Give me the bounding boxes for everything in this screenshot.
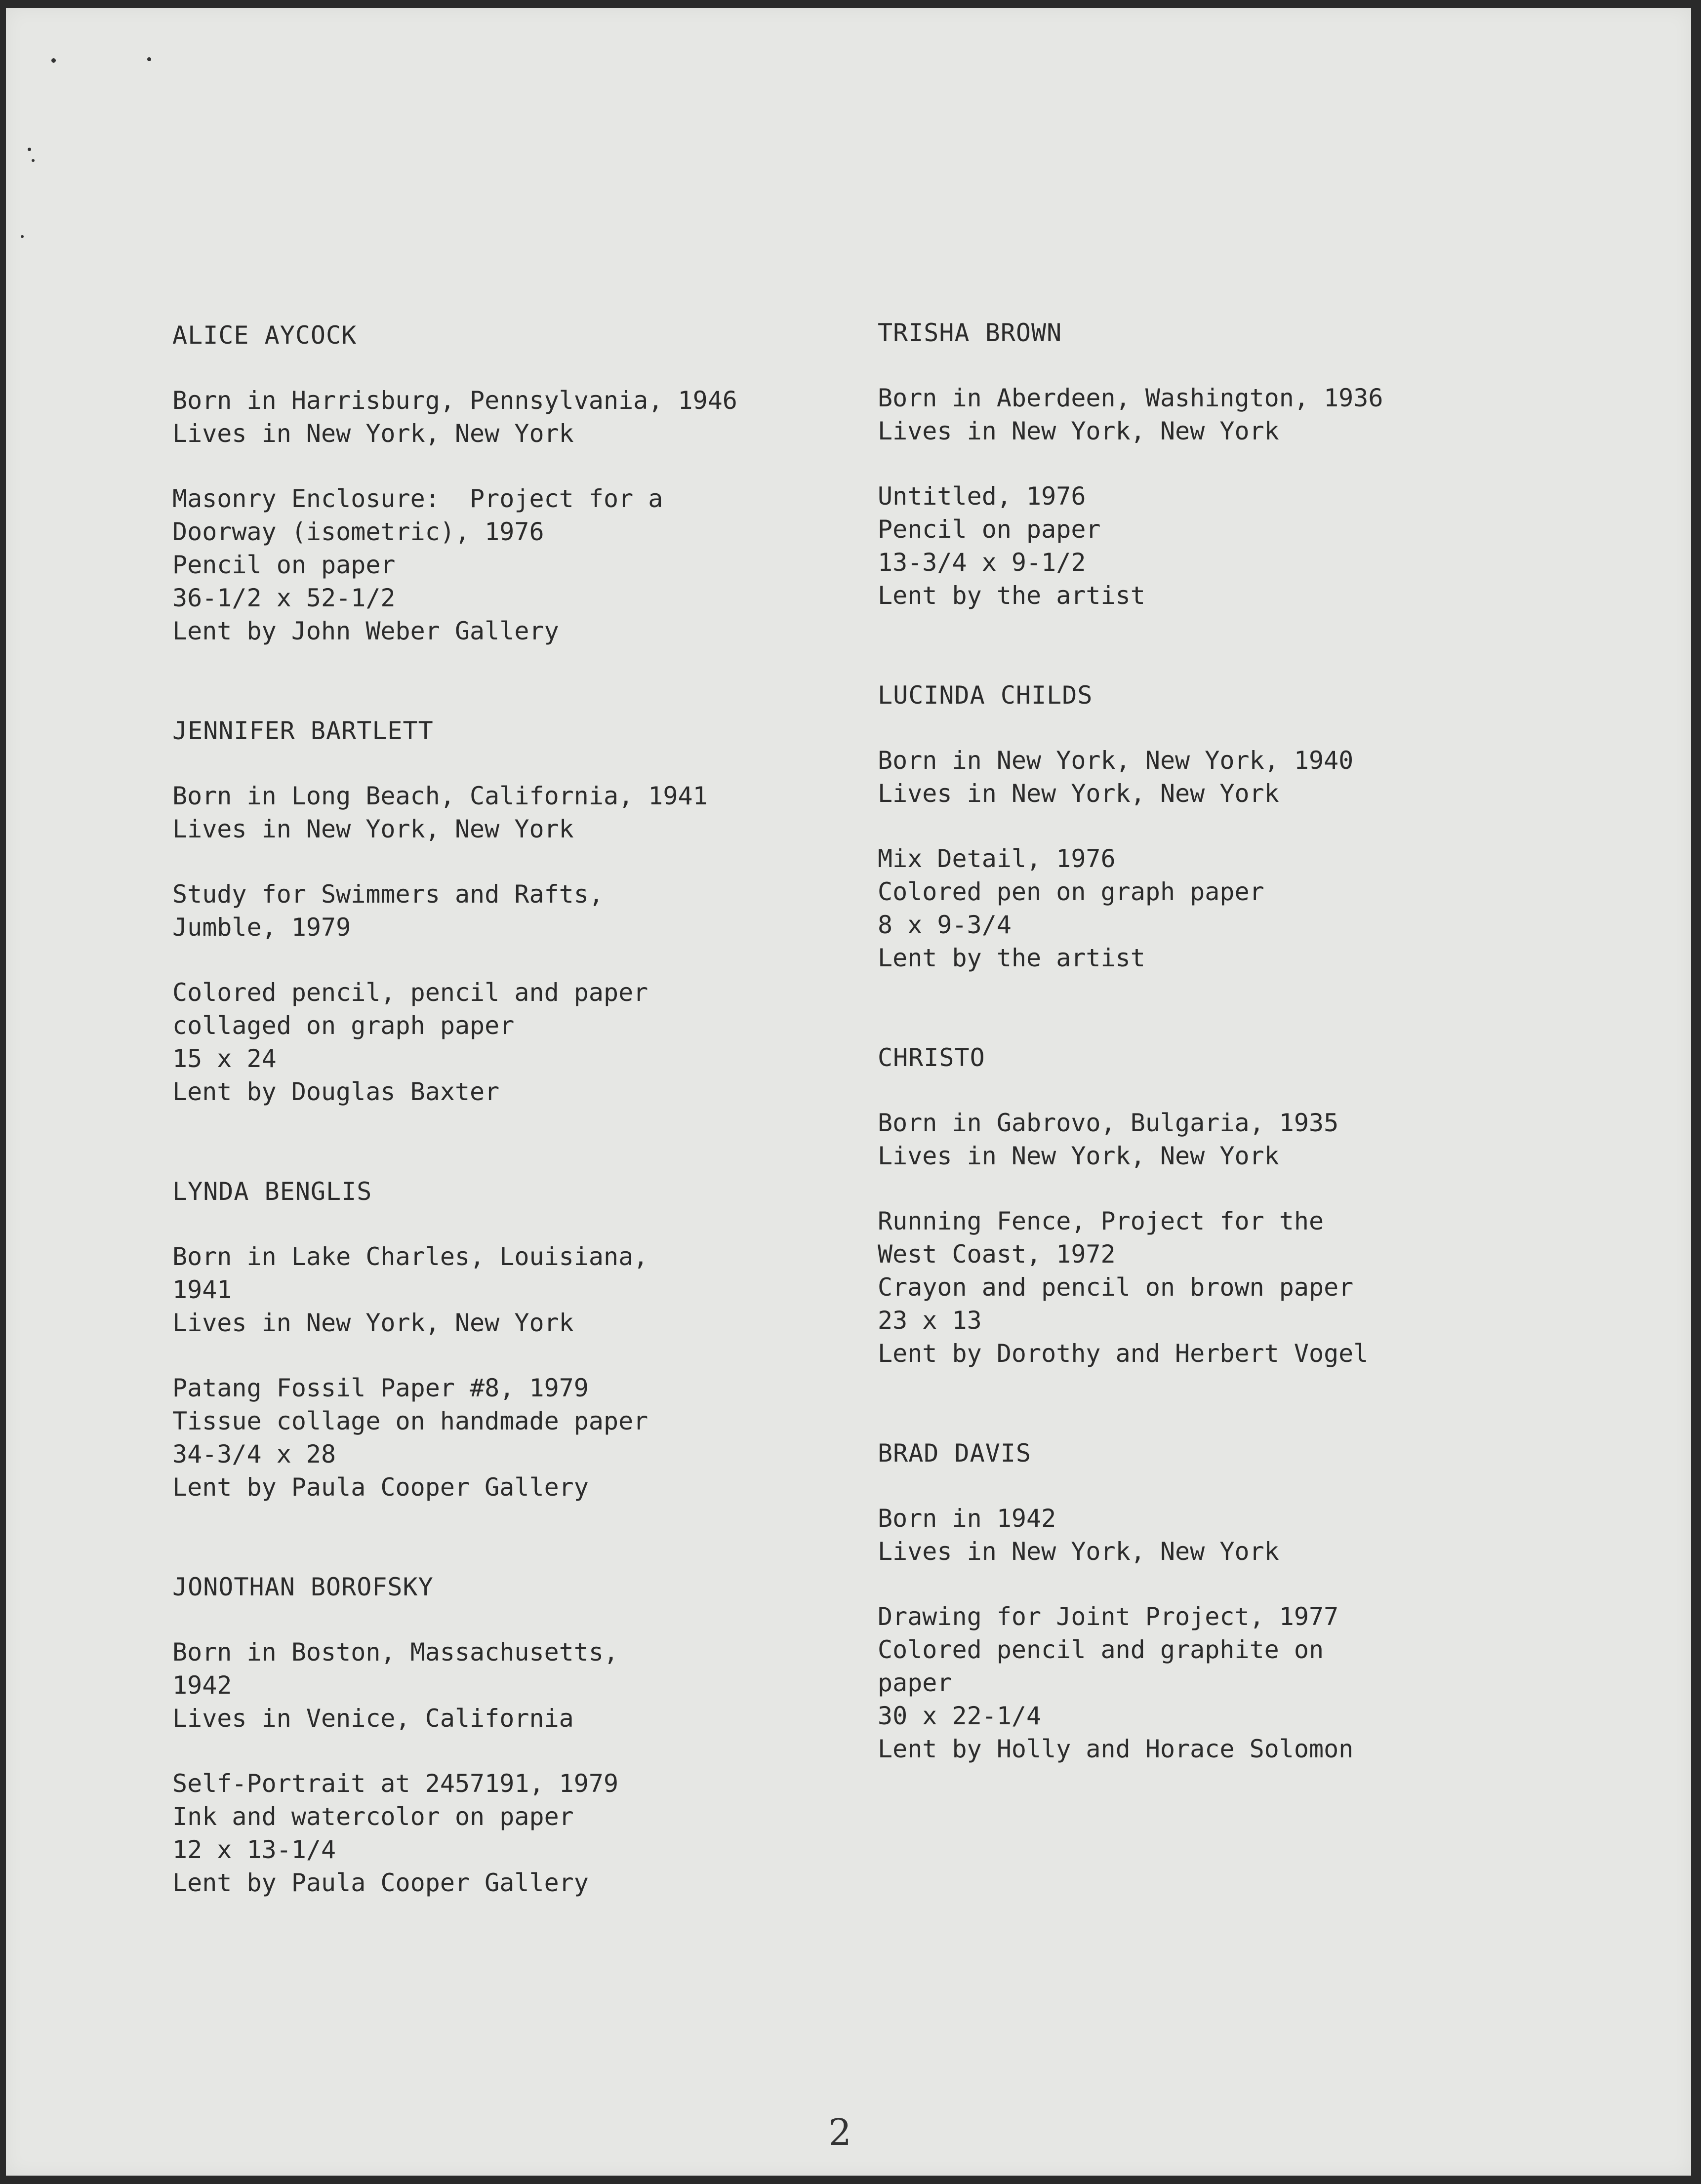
text-line: Born in Boston, Massachusetts, <box>172 1638 619 1667</box>
artwork-block <box>172 976 854 1109</box>
text-line: Lent by Holly and Horace Solomon <box>878 1735 1354 1763</box>
page-number: 2 <box>828 2111 852 2154</box>
text-line: Lives in New York, New York <box>172 1309 574 1337</box>
text-line: Born in Aberdeen, Washington, 1936 <box>878 384 1383 412</box>
text-line: 36-1/2 x 52-1/2 <box>172 584 396 612</box>
text-line: Lent by the artist <box>878 581 1145 610</box>
biography-block <box>172 1240 854 1340</box>
text-line: Doorway (isometric), 1976 <box>172 517 544 546</box>
text-line: Colored pencil and graphite on <box>878 1635 1324 1664</box>
biography-block <box>878 744 1628 810</box>
text-line: Born in 1942 <box>878 1504 1056 1533</box>
artwork-block <box>172 878 854 944</box>
paper-speck <box>21 235 24 238</box>
text-line: collaged on graph paper <box>172 1011 515 1040</box>
biography-block <box>172 1636 854 1735</box>
text-line: Study for Swimmers and Rafts, <box>172 880 604 909</box>
text-line: Running Fence, Project for the <box>878 1207 1324 1235</box>
artist-entry <box>878 679 1628 975</box>
artist-entry <box>878 1437 1628 1766</box>
text-line: Pencil on paper <box>878 515 1101 544</box>
text-line: Lent by Paula Cooper Gallery <box>172 1868 589 1897</box>
text-line: Colored pen on graph paper <box>878 877 1264 906</box>
text-line: 13-3/4 x 9-1/2 <box>878 548 1086 577</box>
text-line: Born in New York, New York, 1940 <box>878 746 1354 775</box>
biography-block <box>172 384 854 450</box>
text-line: 34-3/4 x 28 <box>172 1440 336 1469</box>
paper-speck <box>28 148 31 151</box>
artwork-block <box>172 482 854 648</box>
text-line: Lent by the artist <box>878 944 1145 972</box>
text-line: Pencil on paper <box>172 551 396 579</box>
artist-entry <box>172 319 854 648</box>
artwork-block <box>878 480 1628 612</box>
text-line: Born in Gabrovo, Bulgaria, 1935 <box>878 1109 1339 1137</box>
right-column <box>878 317 1628 1832</box>
text-line: Lives in New York, New York <box>878 1142 1279 1170</box>
text-line: Drawing for Joint Project, 1977 <box>878 1602 1339 1631</box>
artist-name: BRAD DAVIS <box>878 1439 1032 1468</box>
text-line: Crayon and pencil on brown paper <box>878 1273 1354 1302</box>
text-line: Lives in New York, New York <box>878 417 1279 445</box>
text-line: Ink and watercolor on paper <box>172 1802 574 1831</box>
artist-entry <box>172 1175 854 1504</box>
text-line: 23 x 13 <box>878 1306 982 1335</box>
artist-name: LUCINDA CHILDS <box>878 681 1093 710</box>
text-line: Born in Lake Charles, Louisiana, <box>172 1242 648 1271</box>
text-line: Colored pencil, pencil and paper <box>172 978 648 1007</box>
document-page <box>6 8 1691 2176</box>
text-line: Lives in Venice, California <box>172 1704 574 1733</box>
artist-entry <box>172 715 854 1109</box>
artwork-block <box>172 1767 854 1900</box>
biography-block <box>878 1107 1628 1173</box>
artwork-block <box>172 1372 854 1504</box>
text-line: Tissue collage on handmade paper <box>172 1407 648 1435</box>
text-line: 1941 <box>172 1275 232 1304</box>
text-line: 15 x 24 <box>172 1044 277 1073</box>
paper-speck <box>51 58 56 63</box>
text-line: Lives in New York, New York <box>172 419 574 448</box>
text-line: Lent by Dorothy and Herbert Vogel <box>878 1339 1369 1368</box>
artist-entry <box>878 317 1628 612</box>
text-line: Born in Harrisburg, Pennsylvania, 1946 <box>172 386 737 415</box>
text-line: 8 x 9-3/4 <box>878 911 1012 939</box>
artwork-block <box>878 842 1628 975</box>
paper-speck <box>32 159 35 162</box>
text-line: Masonry Enclosure: Project for a <box>172 484 663 513</box>
left-column <box>172 319 854 1966</box>
artist-name: ALICE AYCOCK <box>172 321 357 350</box>
biography-block <box>878 1502 1628 1568</box>
artist-name: CHRISTO <box>878 1043 985 1072</box>
text-line: Mix Detail, 1976 <box>878 844 1116 873</box>
text-line: West Coast, 1972 <box>878 1240 1116 1269</box>
artist-entry <box>878 1041 1628 1370</box>
text-line: Lent by Douglas Baxter <box>172 1077 500 1106</box>
artist-name: TRISHA BROWN <box>878 318 1062 347</box>
text-line: Lent by John Weber Gallery <box>172 617 559 645</box>
artist-name: JENNIFER BARTLETT <box>172 716 434 745</box>
paper-speck <box>147 57 151 61</box>
artist-name: JONOTHAN BOROFSKY <box>172 1573 434 1601</box>
text-line: Patang Fossil Paper #8, 1979 <box>172 1374 589 1402</box>
text-line: paper <box>878 1668 952 1697</box>
text-line: Self-Portrait at 2457191, 1979 <box>172 1769 619 1798</box>
artist-name: LYNDA BENGLIS <box>172 1177 372 1206</box>
text-line: 30 x 22-1/4 <box>878 1702 1042 1730</box>
text-line: Untitled, 1976 <box>878 482 1086 511</box>
text-line: 12 x 13-1/4 <box>172 1835 336 1864</box>
text-line: Lent by Paula Cooper Gallery <box>172 1473 589 1502</box>
artwork-block <box>878 1600 1628 1766</box>
biography-block <box>172 780 854 846</box>
artwork-block <box>878 1205 1628 1370</box>
artist-entry <box>172 1571 854 1900</box>
text-line: Lives in New York, New York <box>878 779 1279 808</box>
text-line: Lives in New York, New York <box>878 1537 1279 1566</box>
text-line: Lives in New York, New York <box>172 815 574 843</box>
text-line: Jumble, 1979 <box>172 913 351 942</box>
text-line: 1942 <box>172 1671 232 1700</box>
biography-block <box>878 382 1628 448</box>
text-line: Born in Long Beach, California, 1941 <box>172 782 708 810</box>
